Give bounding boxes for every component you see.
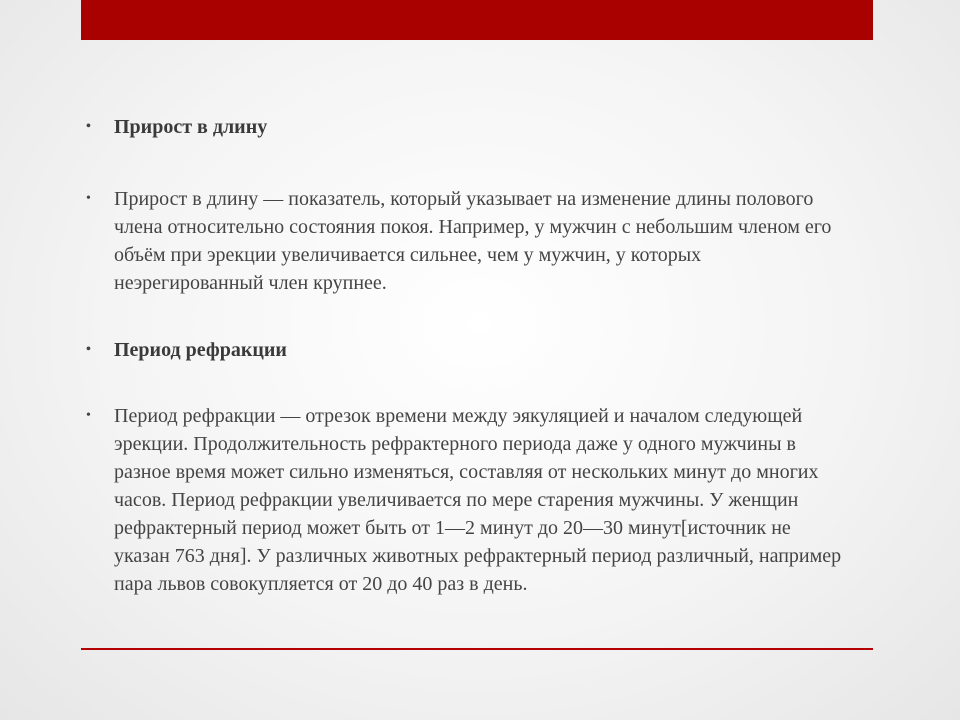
bullet-icon: •: [86, 408, 91, 423]
bullet-text: Прирост в длину — показатель, который указывает на изменение длины полового члена относительно состояния покоя. Например, у мужчин с небольшим членом его объём при эрекции увеличивается сильнее, чем у мужчин, у которых неэрегированный член крупнее.: [114, 188, 832, 294]
bottom-divider-line: [81, 648, 873, 650]
bullet-text: Период рефракции — отрезок времени между эякуляцией и началом следующей эрекции. Продолжительность рефрактерного периода даже у одного мужчины в разное время может сильно изменяться, составляя от нескольких минут до многих часов. Период рефракции увеличивается по мере старения мужчины. У женщин рефрактерный период может быть от 1—2 минут до 20—30 минут[источник не указан 763 дня]. У различных животных рефрактерный период различный, например пара львов совокупляется от 20 до 40 раз в день.: [114, 405, 842, 595]
bullet-icon: •: [86, 119, 91, 134]
bullet-icon: •: [86, 191, 91, 206]
bullet-refractory-period-description: [86, 402, 846, 598]
bullet-length-gain-description: [86, 185, 846, 297]
bullet-text: Прирост в длину: [114, 116, 268, 138]
bullet-icon: •: [86, 342, 91, 357]
bullet-text: Период рефракции: [114, 339, 287, 361]
top-accent-bar: [81, 0, 873, 40]
bullet-heading-length-gain: [86, 113, 846, 141]
bullet-heading-refractory-period: [86, 336, 846, 364]
slide-content: [86, 113, 846, 598]
